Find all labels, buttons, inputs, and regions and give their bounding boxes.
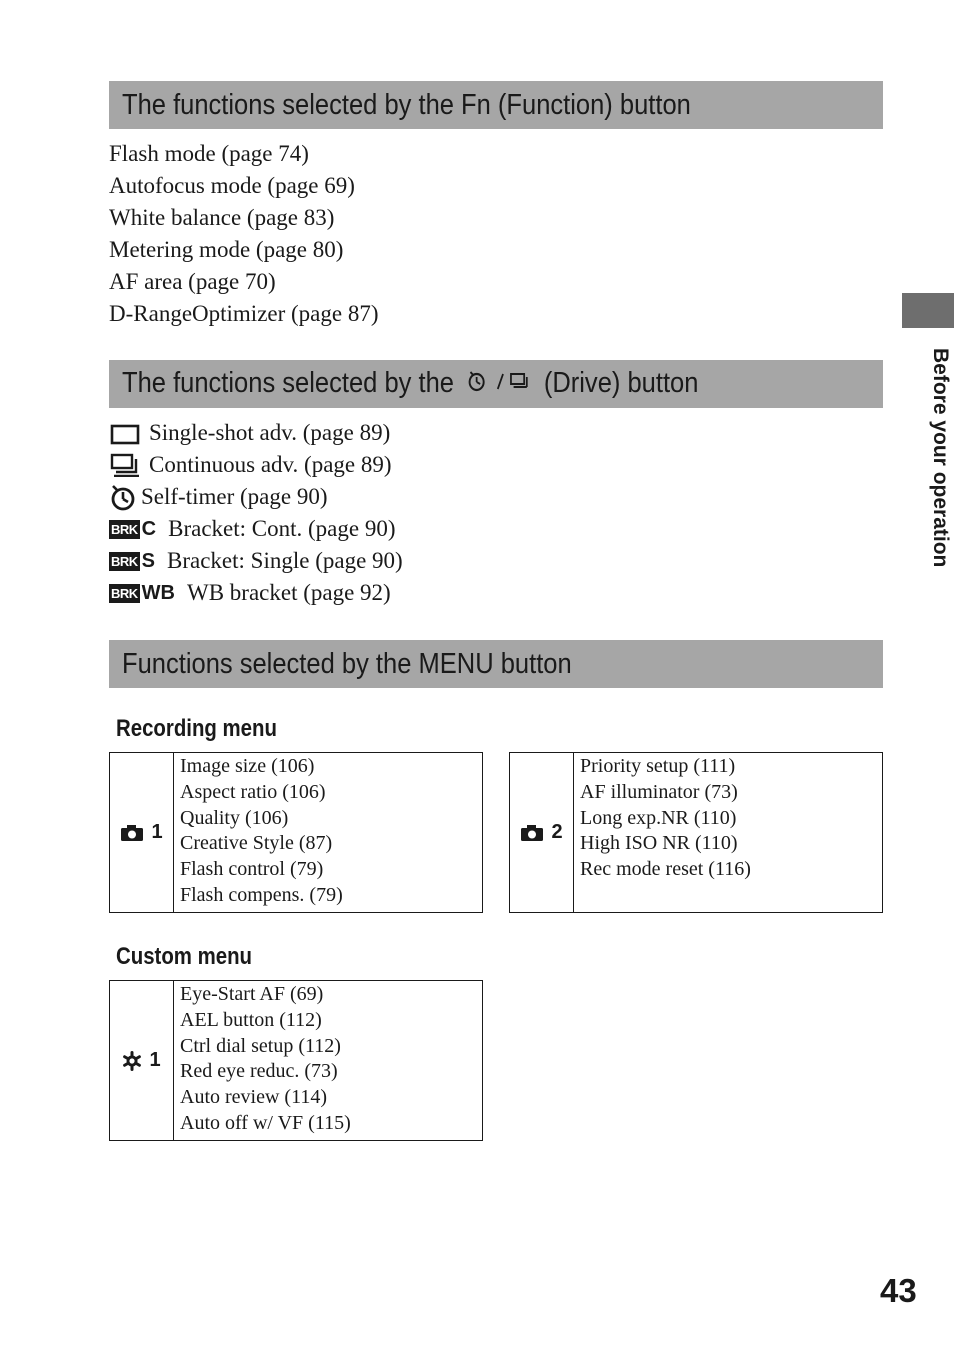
drive-item-label: Continuous adv. (page 89) xyxy=(149,452,392,477)
recording-menu-1-table xyxy=(109,752,483,913)
drive-mode-list xyxy=(109,417,403,609)
drive-item-label: Self-timer (page 90) xyxy=(141,484,328,509)
drive-item-label: WB bracket (page 92) xyxy=(187,580,391,605)
self-timer-icon xyxy=(109,483,137,511)
recording-1-number: 1 xyxy=(151,821,163,843)
recording-2-tag xyxy=(510,753,574,912)
camera-icon xyxy=(520,824,544,842)
menu-item: Priority setup (111) xyxy=(580,755,736,777)
drive-item-label: Bracket: Cont. (page 90) xyxy=(168,516,396,541)
menu-item: Creative Style (87) xyxy=(180,832,333,855)
fn-section-title: The functions selected by the Fn (Function) button xyxy=(122,88,691,121)
recording-menu-2-table xyxy=(509,752,883,913)
list-item xyxy=(109,449,403,481)
list-item xyxy=(109,545,403,577)
menu-item: Aspect ratio (106) xyxy=(180,780,326,803)
drive-title-after: (Drive) button xyxy=(543,366,699,399)
fn-section-header xyxy=(109,81,883,129)
menu-item: Ctrl dial setup (112) xyxy=(180,1034,341,1057)
brk-badge: BRK xyxy=(111,585,138,601)
list-item xyxy=(109,513,403,545)
list-item: Flash mode (page 74) xyxy=(109,141,309,166)
gear-icon xyxy=(122,1051,142,1071)
list-item xyxy=(109,417,403,449)
list-item: Autofocus mode (page 69) xyxy=(109,173,355,198)
brk-suffix: C xyxy=(141,518,157,540)
drive-button-icon xyxy=(466,367,531,401)
recording-1-items xyxy=(174,753,343,912)
list-item xyxy=(109,481,403,513)
bracket-cont-icon xyxy=(109,513,156,545)
menu-item: High ISO NR (110) xyxy=(580,832,738,855)
drive-title-before: The functions selected by the xyxy=(122,366,454,399)
chapter-tab-marker xyxy=(902,293,954,328)
bracket-wb-icon xyxy=(109,577,175,609)
menu-item: Flash control (79) xyxy=(180,858,324,881)
menu-item: Long exp.NR (110) xyxy=(580,806,737,829)
menu-item: AEL button (112) xyxy=(180,1008,322,1031)
page-number: 43 xyxy=(880,1272,917,1309)
brk-suffix: WB xyxy=(141,582,175,604)
custom-1-items xyxy=(174,981,351,1140)
list-item: White balance (page 83) xyxy=(109,205,335,230)
menu-item: Rec mode reset (116) xyxy=(580,858,751,881)
list-item: AF area (page 70) xyxy=(109,269,276,294)
continuous-frames-icon xyxy=(109,453,141,477)
drive-item-label: Single-shot adv. (page 89) xyxy=(149,420,391,445)
list-item: D-RangeOptimizer (page 87) xyxy=(109,301,379,326)
menu-item: Red eye reduc. (73) xyxy=(180,1060,338,1083)
recording-1-tag xyxy=(110,753,174,912)
drive-section-header xyxy=(109,360,883,408)
chapter-tab-label: Before your operation xyxy=(929,348,952,568)
single-frame-icon xyxy=(109,421,141,445)
fn-function-list xyxy=(109,138,379,330)
bracket-single-icon xyxy=(109,545,155,577)
camera-icon xyxy=(120,824,144,842)
recording-2-items xyxy=(574,753,751,912)
list-item: Metering mode (page 80) xyxy=(109,237,344,262)
menu-item: Auto off w/ VF (115) xyxy=(180,1111,351,1134)
menu-item: Flash compens. (79) xyxy=(180,883,343,906)
list-item xyxy=(109,577,403,609)
menu-item: Auto review (114) xyxy=(180,1086,327,1109)
custom-menu-heading: Custom menu xyxy=(116,943,253,970)
menu-item: Quality (106) xyxy=(180,806,289,829)
custom-1-number: 1 xyxy=(149,1049,161,1071)
brk-suffix: S xyxy=(141,550,156,572)
menu-item: AF illuminator (73) xyxy=(580,780,738,803)
drive-section-title xyxy=(122,367,698,401)
recording-menu-heading: Recording menu xyxy=(116,715,277,742)
menu-item: Image size (106) xyxy=(180,755,315,777)
brk-badge: BRK xyxy=(111,521,138,537)
menu-section-title: Functions selected by the MENU button xyxy=(122,647,572,680)
drive-item-label: Bracket: Single (page 90) xyxy=(167,548,403,573)
custom-menu-1-table xyxy=(109,980,483,1141)
menu-section-header xyxy=(109,640,883,688)
recording-2-number: 2 xyxy=(551,821,563,843)
custom-1-tag xyxy=(110,981,174,1140)
menu-item: Eye-Start AF (69) xyxy=(180,983,324,1005)
brk-badge: BRK xyxy=(111,553,138,569)
